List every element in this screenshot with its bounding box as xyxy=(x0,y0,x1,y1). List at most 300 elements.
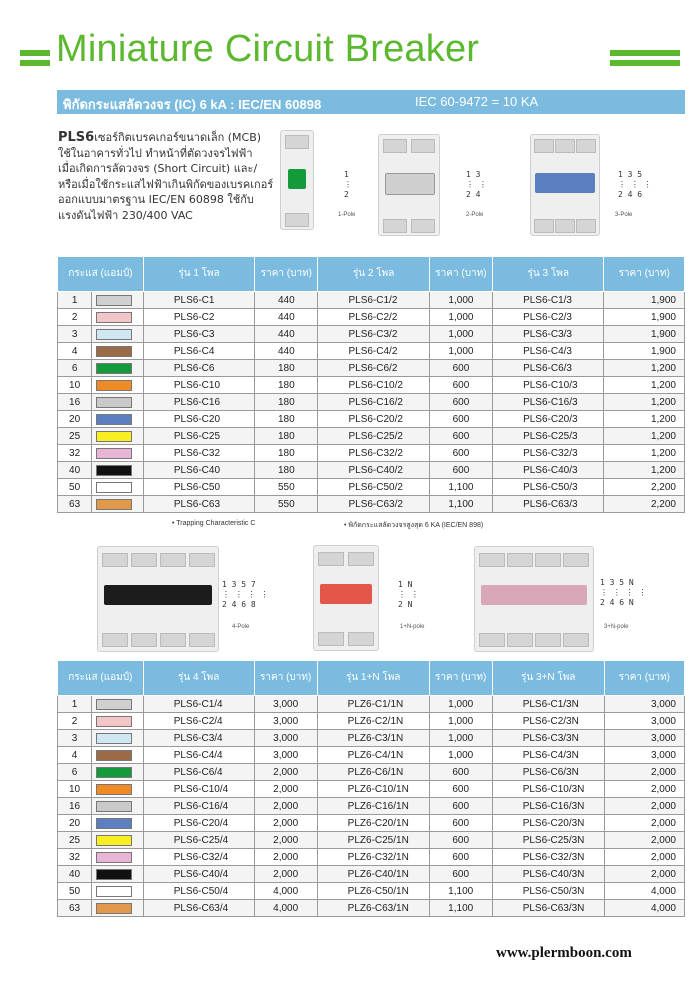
cell-model: PLS6-C25/4 xyxy=(143,832,254,849)
cell-amp: 10 xyxy=(58,781,92,798)
cell-price: 600 xyxy=(429,849,492,866)
table-row xyxy=(58,428,685,445)
caption-2pole: 2-Pole xyxy=(466,212,484,218)
cell-amp: 50 xyxy=(58,479,92,496)
cell-model: PLS6-C16/2 xyxy=(318,394,429,411)
cell-model: PLS6-C3/3N xyxy=(492,730,604,747)
cell-price: 600 xyxy=(429,815,492,832)
cell-price: 2,000 xyxy=(604,866,684,883)
color-swatch xyxy=(92,866,144,883)
cell-model: PLS6-C1/3 xyxy=(493,292,604,309)
cell-model: PLS6-C63/4 xyxy=(143,900,254,917)
color-swatch-box xyxy=(96,431,132,442)
cell-amp: 4 xyxy=(58,343,92,360)
cell-price: 180 xyxy=(255,428,318,445)
col-price-3: ราคา (บาท) xyxy=(604,661,684,696)
cell-model: PLS6-C4/3 xyxy=(493,343,604,360)
cell-price: 2,000 xyxy=(254,781,317,798)
cell-price: 2,200 xyxy=(604,479,685,496)
cell-model: PLS6-C20 xyxy=(143,411,254,428)
cell-amp: 63 xyxy=(58,900,92,917)
color-swatch-box xyxy=(96,414,132,425)
cell-model: PLS6-C25 xyxy=(143,428,254,445)
table-body xyxy=(58,696,685,917)
cell-price: 1,200 xyxy=(604,411,685,428)
table-row xyxy=(58,883,685,900)
color-swatch-box xyxy=(96,448,132,459)
cell-price: 600 xyxy=(429,445,492,462)
cell-model: PLS6-C16/4 xyxy=(143,798,254,815)
cell-price: 1,200 xyxy=(604,462,685,479)
cell-model: PLS6-C3 xyxy=(143,326,254,343)
cell-price: 4,000 xyxy=(254,883,317,900)
table-row xyxy=(58,377,685,394)
color-swatch-box xyxy=(96,716,132,727)
color-swatch xyxy=(92,815,144,832)
cell-model: PLS6-C63/3 xyxy=(493,496,604,513)
cell-price: 1,000 xyxy=(429,713,492,730)
title-row xyxy=(0,28,700,78)
cell-amp: 50 xyxy=(58,883,92,900)
note-trip-char: • Trapping Characteristic C xyxy=(172,520,256,527)
cell-model: PLS6-C1/2 xyxy=(318,292,429,309)
cell-model: PLS6-C50 xyxy=(143,479,254,496)
color-swatch-box xyxy=(96,818,132,829)
cell-price: 1,900 xyxy=(604,292,685,309)
cell-model: PLZ6-C16/1N xyxy=(317,798,429,815)
cell-price: 2,000 xyxy=(604,764,684,781)
color-swatch-box xyxy=(96,482,132,493)
cell-price: 2,000 xyxy=(254,815,317,832)
cell-model: PLS6-C20/2 xyxy=(318,411,429,428)
table-row xyxy=(58,730,685,747)
cell-model: PLS6-C2/4 xyxy=(143,713,254,730)
table-row xyxy=(58,496,685,513)
cell-model: PLS6-C63 xyxy=(143,496,254,513)
cell-model: PLS6-C6/3N xyxy=(492,764,604,781)
intro-line: เซอร์กิตเบรคเกอร์ขนาดเล็ก (MCB) xyxy=(94,131,262,144)
cell-model: PLS6-C16/3 xyxy=(493,394,604,411)
cell-price: 1,900 xyxy=(604,343,685,360)
intro-line: เมื่อเกิดการลัดวงจร (Short Circuit) และ/ xyxy=(58,162,258,175)
cell-price: 3,000 xyxy=(254,696,317,713)
intro-line: หรือเมื่อใช้กระแสไฟฟ้าเกินพิกัดของเบรคเกอร์ xyxy=(58,177,274,191)
cell-model: PLS6-C16 xyxy=(143,394,254,411)
cell-price: 600 xyxy=(429,360,492,377)
cell-model: PLS6-C10/2 xyxy=(318,377,429,394)
table-row xyxy=(58,815,685,832)
table-row xyxy=(58,292,685,309)
cell-price: 3,000 xyxy=(254,730,317,747)
decor-bar xyxy=(610,60,680,66)
cell-price: 1,000 xyxy=(429,730,492,747)
cell-price: 2,000 xyxy=(254,849,317,866)
table-row xyxy=(58,832,685,849)
cell-amp: 40 xyxy=(58,866,92,883)
cell-model: PLS6-C10 xyxy=(143,377,254,394)
cell-model: PLS6-C4/2 xyxy=(318,343,429,360)
cell-price: 440 xyxy=(255,292,318,309)
color-swatch-box xyxy=(96,733,132,744)
cell-model: PLS6-C4/4 xyxy=(143,747,254,764)
color-swatch xyxy=(92,428,144,445)
color-swatch xyxy=(92,360,144,377)
cell-price: 3,000 xyxy=(604,696,684,713)
caption-3npole: 3+N-pole xyxy=(604,624,629,630)
color-swatch xyxy=(92,394,144,411)
cell-price: 180 xyxy=(255,462,318,479)
cell-price: 180 xyxy=(255,394,318,411)
cell-price: 1,900 xyxy=(604,309,685,326)
table-row xyxy=(58,360,685,377)
cell-model: PLS6-C10/4 xyxy=(143,781,254,798)
cell-price: 2,000 xyxy=(604,849,684,866)
cell-model: PLS6-C1/4 xyxy=(143,696,254,713)
spec-band xyxy=(57,90,685,114)
cell-model: PLS6-C25/2 xyxy=(318,428,429,445)
cell-price: 1,900 xyxy=(604,326,685,343)
cell-model: PLS6-C50/3 xyxy=(493,479,604,496)
table-row xyxy=(58,849,685,866)
cell-model: PLZ6-C63/1N xyxy=(317,900,429,917)
cell-model: PLS6-C6/4 xyxy=(143,764,254,781)
color-swatch-box xyxy=(96,465,132,476)
cell-model: PLZ6-C10/1N xyxy=(317,781,429,798)
cell-model: PLS6-C10/3 xyxy=(493,377,604,394)
price-table-2 xyxy=(57,660,685,917)
cell-model: PLS6-C4 xyxy=(143,343,254,360)
color-swatch-box xyxy=(96,852,132,863)
cell-model: PLS6-C50/2 xyxy=(318,479,429,496)
color-swatch xyxy=(92,730,144,747)
cell-price: 3,000 xyxy=(604,730,684,747)
color-swatch xyxy=(92,696,144,713)
col-price-1: ราคา (บาท) xyxy=(254,661,317,696)
color-swatch xyxy=(92,900,144,917)
color-swatch-box xyxy=(96,784,132,795)
cell-amp: 1 xyxy=(58,292,92,309)
color-swatch-box xyxy=(96,869,132,880)
cell-model: PLS6-C1/3N xyxy=(492,696,604,713)
table-row xyxy=(58,445,685,462)
pole-diagram-3n: 1 3 5 N ⋮ ⋮ ⋮ ⋮ 2 4 6 N xyxy=(600,578,647,607)
cell-model: PLS6-C40/3 xyxy=(493,462,604,479)
table-row xyxy=(58,411,685,428)
col-price-1: ราคา (บาท) xyxy=(255,257,318,292)
cell-price: 1,200 xyxy=(604,377,685,394)
cell-model: PLZ6-C25/1N xyxy=(317,832,429,849)
cell-model: PLZ6-C1/1N xyxy=(317,696,429,713)
pole-diagram-2: 1 3 ⋮ ⋮ 2 4 xyxy=(466,170,487,199)
cell-price: 3,000 xyxy=(254,747,317,764)
cell-model: PLS6-C10/3N xyxy=(492,781,604,798)
color-swatch xyxy=(92,479,144,496)
cell-price: 600 xyxy=(429,798,492,815)
col-model-2: รุ่น 2 โพล xyxy=(318,257,429,292)
cell-model: PLS6-C40 xyxy=(143,462,254,479)
cell-price: 180 xyxy=(255,360,318,377)
cell-price: 600 xyxy=(429,764,492,781)
cell-price: 4,000 xyxy=(604,900,684,917)
note-max-ic: • พิกัดกระแสลัดวงจรสูงสุด 6 KA (IEC/EN 898) xyxy=(344,522,484,529)
color-swatch-box xyxy=(96,329,132,340)
intro-line: แรงดันไฟฟ้า 230/400 VAC xyxy=(58,208,193,222)
cell-model: PLS6-C2/3N xyxy=(492,713,604,730)
col-price-2: ราคา (บาท) xyxy=(429,661,492,696)
color-swatch xyxy=(92,462,144,479)
cell-amp: 25 xyxy=(58,832,92,849)
table-row xyxy=(58,747,685,764)
spec-iec: IEC 60-9472 = 10 KA xyxy=(415,94,539,109)
table-header-row xyxy=(58,257,685,292)
cell-model: PLS6-C32/4 xyxy=(143,849,254,866)
table-row xyxy=(58,696,685,713)
cell-model: PLS6-C40/3N xyxy=(492,866,604,883)
cell-model: PLS6-C6/3 xyxy=(493,360,604,377)
cell-price: 1,200 xyxy=(604,360,685,377)
color-swatch xyxy=(92,764,144,781)
color-swatch xyxy=(92,849,144,866)
color-swatch xyxy=(92,377,144,394)
color-swatch-box xyxy=(96,499,132,510)
cell-price: 600 xyxy=(429,411,492,428)
cell-price: 2,000 xyxy=(604,798,684,815)
table-row xyxy=(58,479,685,496)
cell-price: 3,000 xyxy=(254,713,317,730)
cell-price: 1,000 xyxy=(429,309,492,326)
cell-price: 550 xyxy=(255,496,318,513)
table-header-row xyxy=(58,661,685,696)
price-table-1 xyxy=(57,256,685,513)
cell-amp: 32 xyxy=(58,445,92,462)
cell-price: 2,000 xyxy=(254,832,317,849)
table-row xyxy=(58,764,685,781)
color-swatch xyxy=(92,798,144,815)
color-swatch-box xyxy=(96,699,132,710)
col-price-3: ราคา (บาท) xyxy=(604,257,685,292)
cell-price: 2,200 xyxy=(604,496,685,513)
color-swatch-box xyxy=(96,886,132,897)
cell-model: PLS6-C6 xyxy=(143,360,254,377)
mcb-1npole-image xyxy=(313,545,379,651)
cell-price: 4,000 xyxy=(604,883,684,900)
cell-price: 600 xyxy=(429,394,492,411)
color-swatch xyxy=(92,326,144,343)
mcb-3pole-image xyxy=(530,134,600,236)
cell-model: PLS6-C40/2 xyxy=(318,462,429,479)
cell-price: 600 xyxy=(429,781,492,798)
mcb-4pole-image xyxy=(97,546,219,652)
cell-model: PLS6-C20/4 xyxy=(143,815,254,832)
cell-price: 180 xyxy=(255,377,318,394)
decor-bar xyxy=(20,50,50,56)
color-swatch-box xyxy=(96,363,132,374)
cell-model: PLS6-C63/3N xyxy=(492,900,604,917)
caption-1pole: 1-Pole xyxy=(338,212,356,218)
cell-price: 180 xyxy=(255,411,318,428)
cell-price: 1,100 xyxy=(429,496,492,513)
cell-price: 4,000 xyxy=(254,900,317,917)
cell-model: PLS6-C63/2 xyxy=(318,496,429,513)
col-model-2: รุ่น 1+N โพล xyxy=(317,661,429,696)
cell-model: PLZ6-C3/1N xyxy=(317,730,429,747)
cell-model: PLS6-C2/2 xyxy=(318,309,429,326)
decor-bar xyxy=(610,50,680,56)
color-swatch-box xyxy=(96,380,132,391)
cell-price: 1,000 xyxy=(429,696,492,713)
cell-model: PLZ6-C4/1N xyxy=(317,747,429,764)
color-swatch-box xyxy=(96,295,132,306)
cell-price: 600 xyxy=(429,866,492,883)
cell-model: PLZ6-C2/1N xyxy=(317,713,429,730)
col-model-1: รุ่น 1 โพล xyxy=(143,257,254,292)
cell-price: 1,000 xyxy=(429,343,492,360)
cell-model: PLS6-C32 xyxy=(143,445,254,462)
col-model-3: รุ่น 3+N โพล xyxy=(492,661,604,696)
cell-price: 1,200 xyxy=(604,428,685,445)
cell-amp: 25 xyxy=(58,428,92,445)
cell-price: 1,100 xyxy=(429,900,492,917)
cell-model: PLS6-C4/3N xyxy=(492,747,604,764)
decor-bar xyxy=(20,60,50,66)
cell-amp: 6 xyxy=(58,764,92,781)
cell-amp: 20 xyxy=(58,411,92,428)
cell-model: PLS6-C50/4 xyxy=(143,883,254,900)
cell-price: 600 xyxy=(429,428,492,445)
intro-line: ใช้ในอาคารทั่วไป ทำหน้าที่ตัดวงจรไฟฟ้า xyxy=(58,146,253,160)
cell-price: 440 xyxy=(255,309,318,326)
cell-price: 3,000 xyxy=(604,747,684,764)
cell-price: 1,100 xyxy=(429,883,492,900)
cell-model: PLS6-C16/3N xyxy=(492,798,604,815)
cell-price: 180 xyxy=(255,445,318,462)
col-model-3: รุ่น 3 โพล xyxy=(493,257,604,292)
cell-amp: 16 xyxy=(58,394,92,411)
cell-model: PLS6-C20/3 xyxy=(493,411,604,428)
cell-model: PLS6-C20/3N xyxy=(492,815,604,832)
cell-model: PLS6-C25/3N xyxy=(492,832,604,849)
pole-diagram-1n: 1 N ⋮ ⋮ 2 N xyxy=(398,580,419,609)
cell-model: PLS6-C50/3N xyxy=(492,883,604,900)
pole-diagram-3: 1 3 5 ⋮ ⋮ ⋮ 2 4 6 xyxy=(618,170,652,199)
cell-model: PLS6-C3/4 xyxy=(143,730,254,747)
table-row xyxy=(58,713,685,730)
mcb-3npole-image xyxy=(474,546,594,652)
color-swatch xyxy=(92,832,144,849)
cell-price: 440 xyxy=(255,343,318,360)
website-url[interactable]: www.plermboon.com xyxy=(496,945,632,961)
cell-price: 1,000 xyxy=(429,326,492,343)
cell-model: PLS6-C32/3N xyxy=(492,849,604,866)
color-swatch-box xyxy=(96,397,132,408)
cell-price: 1,000 xyxy=(429,747,492,764)
mcb-2pole-image xyxy=(378,134,440,236)
cell-amp: 4 xyxy=(58,747,92,764)
color-swatch-box xyxy=(96,750,132,761)
caption-3pole: 3-Pole xyxy=(615,212,633,218)
cell-amp: 2 xyxy=(58,309,92,326)
cell-price: 2,000 xyxy=(254,764,317,781)
cell-price: 600 xyxy=(429,377,492,394)
cell-amp: 3 xyxy=(58,730,92,747)
color-swatch-box xyxy=(96,346,132,357)
cell-amp: 63 xyxy=(58,496,92,513)
cell-model: PLS6-C40/4 xyxy=(143,866,254,883)
cell-model: PLS6-C6/2 xyxy=(318,360,429,377)
cell-model: PLS6-C1 xyxy=(143,292,254,309)
cell-amp: 6 xyxy=(58,360,92,377)
cell-amp: 32 xyxy=(58,849,92,866)
cell-model: PLS6-C2 xyxy=(143,309,254,326)
color-swatch xyxy=(92,747,144,764)
spec-ic: พิกัดกระแสลัดวงจร (IC) 6 kA : IEC/EN 60898 xyxy=(63,97,322,112)
cell-price: 1,200 xyxy=(604,394,685,411)
cell-model: PLS6-C3/3 xyxy=(493,326,604,343)
cell-model: PLZ6-C20/1N xyxy=(317,815,429,832)
caption-4pole: 4-Pole xyxy=(232,624,250,630)
col-price-2: ราคา (บาท) xyxy=(429,257,492,292)
table-body xyxy=(58,292,685,513)
color-swatch xyxy=(92,445,144,462)
table-row xyxy=(58,394,685,411)
cell-amp: 3 xyxy=(58,326,92,343)
intro-line: ออกแบบมาตรฐาน IEC/EN 60898 ใช้กับ xyxy=(58,193,254,206)
color-swatch-box xyxy=(96,903,132,914)
cell-amp: 16 xyxy=(58,798,92,815)
cell-amp: 20 xyxy=(58,815,92,832)
cell-price: 1,000 xyxy=(429,292,492,309)
table-row xyxy=(58,462,685,479)
table-row xyxy=(58,326,685,343)
cell-price: 2,000 xyxy=(604,815,684,832)
cell-price: 2,000 xyxy=(604,832,684,849)
cell-amp: 40 xyxy=(58,462,92,479)
intro-lead: PLS6 xyxy=(58,130,95,145)
color-swatch xyxy=(92,411,144,428)
table-row xyxy=(58,798,685,815)
cell-model: PLS6-C32/2 xyxy=(318,445,429,462)
cell-price: 440 xyxy=(255,326,318,343)
cell-model: PLS6-C2/3 xyxy=(493,309,604,326)
pole-diagram-4: 1 3 5 7 ⋮ ⋮ ⋮ ⋮ 2 4 6 8 xyxy=(222,580,269,609)
cell-model: PLS6-C32/3 xyxy=(493,445,604,462)
color-swatch xyxy=(92,496,144,513)
table-row xyxy=(58,309,685,326)
color-swatch xyxy=(92,883,144,900)
col-model-1: รุ่น 4 โพล xyxy=(143,661,254,696)
cell-price: 1,100 xyxy=(429,479,492,496)
color-swatch xyxy=(92,713,144,730)
cell-price: 2,000 xyxy=(254,866,317,883)
cell-amp: 2 xyxy=(58,713,92,730)
cell-price: 2,000 xyxy=(254,798,317,815)
color-swatch-box xyxy=(96,835,132,846)
cell-price: 600 xyxy=(429,832,492,849)
table-row xyxy=(58,866,685,883)
color-swatch-box xyxy=(96,767,132,778)
intro-text xyxy=(58,130,288,223)
cell-model: PLS6-C3/2 xyxy=(318,326,429,343)
cell-model: PLZ6-C6/1N xyxy=(317,764,429,781)
cell-price: 2,000 xyxy=(604,781,684,798)
table-row xyxy=(58,781,685,798)
col-amp: กระแส (แอมป์) xyxy=(58,661,144,696)
cell-model: PLS6-C25/3 xyxy=(493,428,604,445)
color-swatch xyxy=(92,292,144,309)
pole-diagram-1: 1 ⋮ 2 xyxy=(344,170,352,199)
mcb-1pole-image xyxy=(280,130,314,230)
cell-model: PLZ6-C32/1N xyxy=(317,849,429,866)
